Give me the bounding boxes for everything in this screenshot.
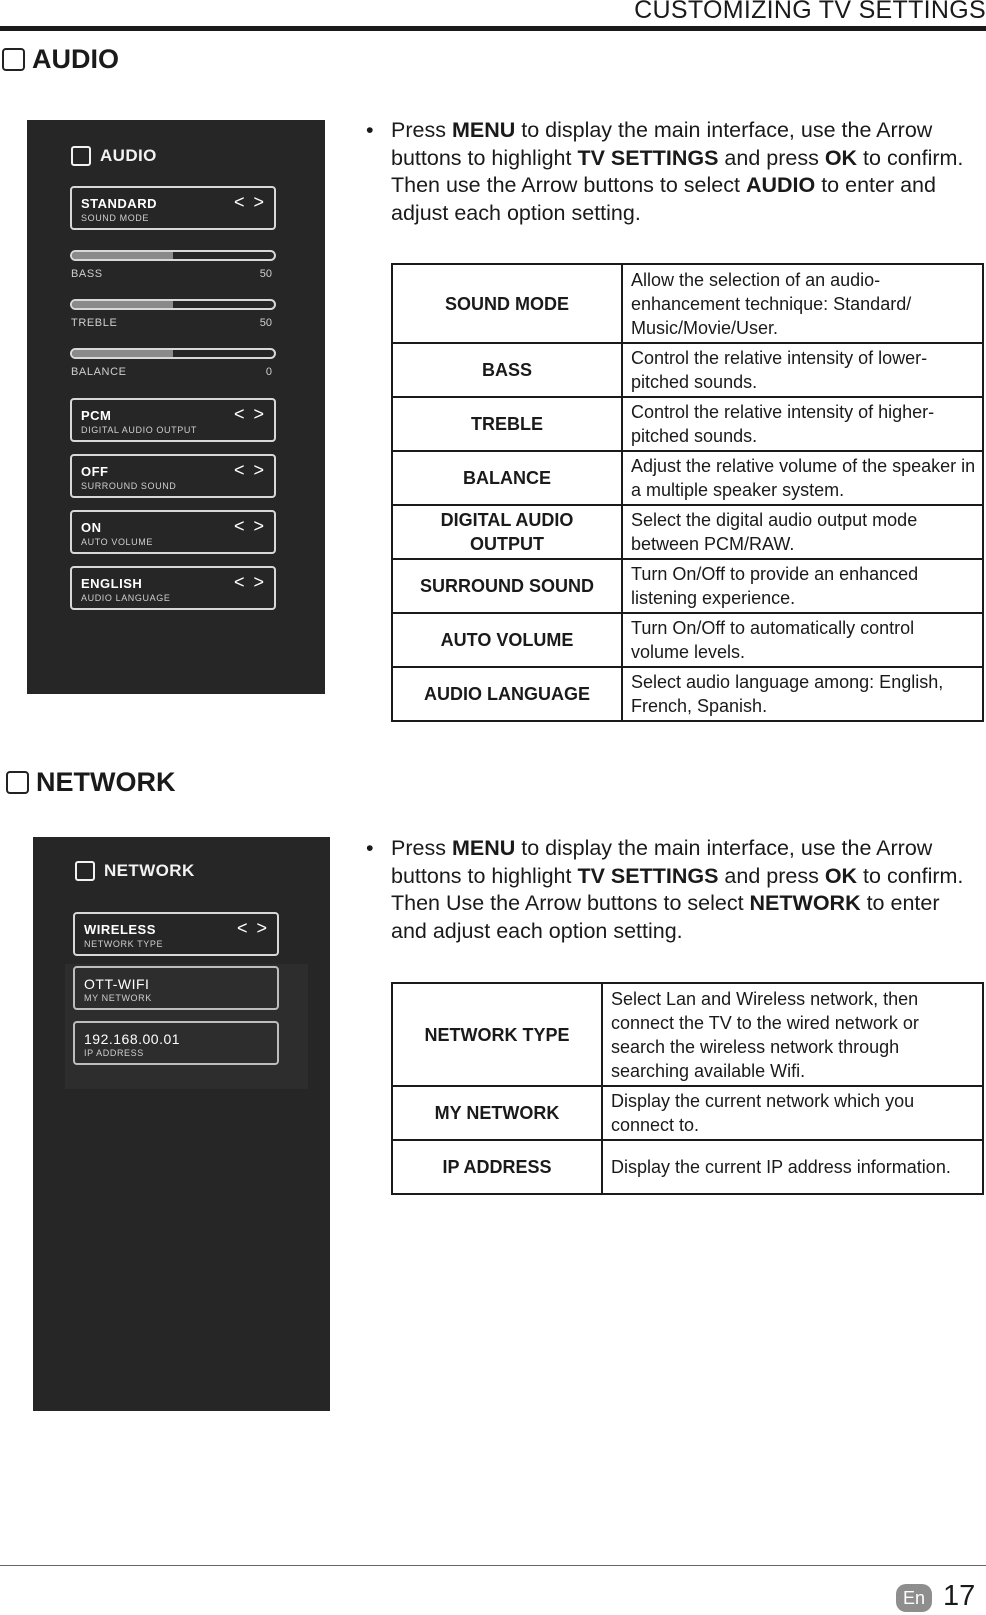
tv-item-label: SOUND MODE	[81, 213, 150, 223]
footer-rule	[0, 1565, 986, 1566]
table-desc: Allow the selection of an audio-enhancement technique: Standard/ Music/Movie/User.	[622, 264, 983, 343]
network-settings-table	[391, 982, 984, 1195]
network-instructions	[366, 835, 966, 945]
tv-menu-title-text: NETWORK	[104, 861, 195, 880]
table-row	[392, 505, 983, 559]
network-tv-menu-panel	[33, 837, 330, 1411]
tv-menu-item-surround-sound	[70, 454, 276, 498]
text: and press	[718, 145, 825, 170]
tv-item-value: STANDARD	[81, 196, 157, 211]
tv-item-label: SURROUND SOUND	[81, 481, 177, 491]
tv-item-value: 192.168.00.01	[84, 1031, 181, 1047]
table-desc: Select audio language among: English, French, Spanish.	[622, 667, 983, 721]
bullet: •	[366, 118, 374, 142]
audio-settings-table	[391, 263, 984, 722]
tv-item-label: DIGITAL AUDIO OUTPUT	[81, 425, 198, 435]
bold-text: NETWORK	[749, 891, 861, 915]
tv-item-label: IP ADDRESS	[84, 1048, 144, 1058]
table-desc: Display the current network which you connect to.	[602, 1086, 983, 1140]
tv-menu-item-ip-address	[73, 1021, 279, 1065]
tv-item-value: OFF	[81, 464, 109, 479]
table-key: NETWORK TYPE	[392, 983, 602, 1086]
table-desc: Select the digital audio output mode between PCM/RAW.	[622, 505, 983, 559]
tv-slider-bass	[70, 250, 276, 261]
audio-heading-text: AUDIO	[32, 44, 119, 74]
page-header-title: CUSTOMIZING TV SETTINGS	[634, 0, 986, 24]
text: to display the main interface, use the Arrow buttons to highlight	[391, 118, 933, 170]
tv-menu-item-auto-volume	[70, 510, 276, 554]
bold-text: MENU	[451, 836, 516, 860]
table-row	[392, 264, 983, 343]
left-right-arrows-icon: < >	[233, 572, 266, 592]
table-key: BASS	[392, 343, 622, 397]
square-icon	[2, 48, 25, 71]
left-right-arrows-icon: < >	[233, 404, 266, 424]
tv-slider-label: BALANCE	[71, 366, 127, 378]
tv-slider-label: BASS	[71, 268, 103, 280]
table-desc: Turn On/Off to automatically control volume levels.	[622, 613, 983, 667]
table-desc: Control the relative intensity of higher-pitched sounds.	[622, 397, 983, 451]
bold-text: OK	[824, 145, 858, 170]
table-key: DIGITAL AUDIO OUTPUT	[392, 505, 622, 559]
left-right-arrows-icon: < >	[236, 918, 269, 938]
text: and press	[718, 863, 825, 888]
tv-item-label: MY NETWORK	[84, 993, 152, 1003]
tv-slider-balance	[70, 348, 276, 359]
tv-menu-item-audio-language	[70, 566, 276, 610]
tv-item-label: AUDIO LANGUAGE	[81, 593, 171, 603]
table-row	[392, 983, 983, 1086]
slider-fill	[72, 301, 173, 308]
text: to confirm. Then use the Arrow buttons to select	[391, 145, 964, 197]
audio-section-heading	[2, 44, 119, 75]
tv-slider-label: TREBLE	[71, 317, 118, 329]
bold-text: TV SETTINGS	[577, 863, 719, 888]
table-row	[392, 559, 983, 613]
tv-item-value: OTT-WIFI	[84, 976, 150, 992]
table-key: SOUND MODE	[392, 264, 622, 343]
table-desc: Select Lan and Wireless network, then connect the TV to the wired network or search the wireless network through searching available Wifi.	[602, 983, 983, 1086]
tv-menu-item-network-type	[73, 912, 279, 956]
table-row	[392, 1140, 983, 1194]
tv-menu-item-sound-mode	[70, 186, 276, 230]
tv-menu-title	[75, 861, 195, 881]
page-number: 17	[943, 1580, 976, 1612]
text: to confirm. Then Use the Arrow buttons to select	[391, 863, 964, 915]
table-key: SURROUND SOUND	[392, 559, 622, 613]
left-right-arrows-icon: < >	[233, 516, 266, 536]
bold-text: OK	[824, 863, 858, 888]
square-icon	[6, 771, 29, 794]
network-heading-text: NETWORK	[36, 767, 176, 797]
table-key: AUDIO LANGUAGE	[392, 667, 622, 721]
bold-text: TV SETTINGS	[577, 145, 719, 170]
tv-slider-treble	[70, 299, 276, 310]
tv-slider-value: 50	[259, 317, 272, 329]
text: to display the main interface, use the Arrow buttons to highlight	[391, 836, 933, 888]
audio-tv-menu-panel	[27, 120, 325, 694]
tv-item-value: PCM	[81, 408, 112, 423]
tv-menu-title	[71, 146, 157, 166]
tv-slider-value: 0	[265, 366, 272, 378]
tv-item-value: ON	[81, 520, 102, 535]
tv-menu-item-my-network	[73, 966, 279, 1010]
text: to enter and adjust each option setting.	[391, 173, 936, 225]
text: Press	[391, 836, 452, 860]
bold-text: MENU	[451, 118, 516, 142]
tv-slider-value: 50	[259, 268, 272, 280]
tv-menu-title-text: AUDIO	[100, 146, 157, 165]
slider-fill	[72, 350, 173, 357]
table-desc: Display the current IP address information.	[602, 1140, 983, 1194]
table-row	[392, 667, 983, 721]
table-row	[392, 613, 983, 667]
tv-menu-item-digital-audio-output	[70, 398, 276, 442]
language-badge: En	[896, 1584, 932, 1612]
audio-instructions	[366, 117, 981, 227]
slider-fill	[72, 252, 173, 259]
table-key: AUTO VOLUME	[392, 613, 622, 667]
table-row	[392, 343, 983, 397]
table-key: BALANCE	[392, 451, 622, 505]
square-icon	[75, 861, 95, 881]
table-desc: Adjust the relative volume of the speaker in a multiple speaker system.	[622, 451, 983, 505]
table-row	[392, 1086, 983, 1140]
table-key: MY NETWORK	[392, 1086, 602, 1140]
table-row	[392, 451, 983, 505]
table-key: IP ADDRESS	[392, 1140, 602, 1194]
tv-item-label: NETWORK TYPE	[84, 939, 164, 949]
square-icon	[71, 146, 91, 166]
table-key: TREBLE	[392, 397, 622, 451]
table-desc: Turn On/Off to provide an enhanced listening experience.	[622, 559, 983, 613]
tv-item-label: AUTO VOLUME	[81, 537, 153, 547]
text: Press	[391, 118, 452, 142]
tv-item-value: ENGLISH	[81, 576, 143, 591]
bullet: •	[366, 836, 374, 860]
left-right-arrows-icon: < >	[233, 192, 266, 212]
tv-item-value: WIRELESS	[84, 922, 156, 937]
table-desc: Control the relative intensity of lower-pitched sounds.	[622, 343, 983, 397]
network-section-heading	[6, 767, 175, 798]
bold-text: AUDIO	[745, 173, 816, 197]
left-right-arrows-icon: < >	[233, 460, 266, 480]
text: to enter and adjust each option setting.	[391, 891, 940, 943]
header-rule	[0, 26, 986, 31]
table-row	[392, 397, 983, 451]
